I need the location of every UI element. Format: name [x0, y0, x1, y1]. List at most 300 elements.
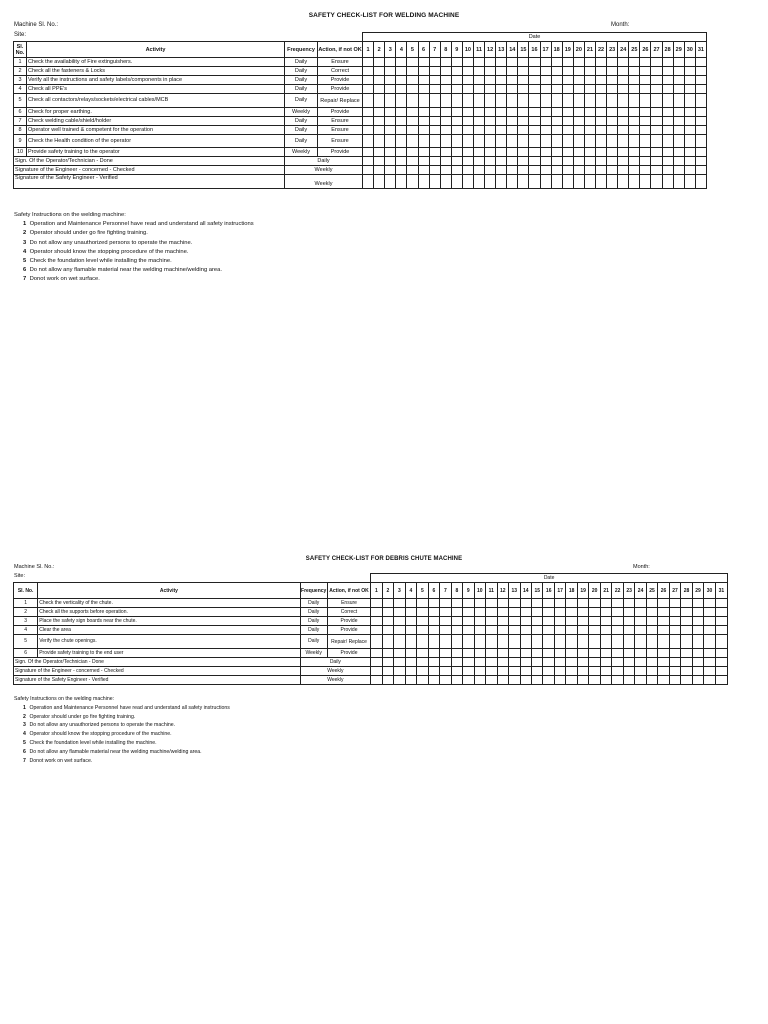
day-check-cell[interactable]: [417, 617, 428, 626]
day-check-cell[interactable]: [440, 126, 451, 135]
day-check-cell[interactable]: [474, 667, 485, 676]
day-check-cell[interactable]: [473, 126, 484, 135]
day-check-cell[interactable]: [531, 658, 542, 667]
day-check-cell[interactable]: [531, 635, 542, 649]
day-check-cell[interactable]: [692, 608, 703, 617]
day-check-cell[interactable]: [554, 676, 565, 685]
day-check-cell[interactable]: [551, 157, 562, 166]
day-check-cell[interactable]: [407, 85, 418, 94]
day-check-cell[interactable]: [662, 166, 673, 175]
day-check-cell[interactable]: [396, 148, 407, 157]
day-check-cell[interactable]: [371, 676, 382, 685]
day-check-cell[interactable]: [640, 85, 651, 94]
day-check-cell[interactable]: [440, 599, 451, 608]
day-check-cell[interactable]: [684, 58, 695, 67]
day-check-cell[interactable]: [543, 649, 554, 658]
day-check-cell[interactable]: [520, 626, 531, 635]
day-check-cell[interactable]: [607, 58, 618, 67]
day-check-cell[interactable]: [540, 94, 551, 108]
day-check-cell[interactable]: [518, 94, 529, 108]
day-check-cell[interactable]: [618, 58, 629, 67]
day-check-cell[interactable]: [507, 157, 518, 166]
day-check-cell[interactable]: [507, 67, 518, 76]
day-check-cell[interactable]: [385, 67, 396, 76]
day-check-cell[interactable]: [695, 148, 706, 157]
day-check-cell[interactable]: [635, 599, 646, 608]
day-check-cell[interactable]: [551, 148, 562, 157]
day-check-cell[interactable]: [473, 76, 484, 85]
day-check-cell[interactable]: [540, 157, 551, 166]
day-check-cell[interactable]: [562, 117, 573, 126]
day-check-cell[interactable]: [640, 157, 651, 166]
day-check-cell[interactable]: [485, 175, 496, 189]
day-check-cell[interactable]: [577, 599, 588, 608]
day-check-cell[interactable]: [485, 135, 496, 148]
day-check-cell[interactable]: [509, 617, 520, 626]
day-check-cell[interactable]: [418, 166, 429, 175]
day-check-cell[interactable]: [463, 667, 474, 676]
day-check-cell[interactable]: [573, 76, 584, 85]
day-check-cell[interactable]: [418, 135, 429, 148]
day-check-cell[interactable]: [662, 126, 673, 135]
day-check-cell[interactable]: [629, 175, 640, 189]
day-check-cell[interactable]: [440, 108, 451, 117]
day-check-cell[interactable]: [451, 608, 462, 617]
day-check-cell[interactable]: [566, 649, 577, 658]
day-check-cell[interactable]: [363, 85, 374, 94]
day-check-cell[interactable]: [382, 617, 393, 626]
day-check-cell[interactable]: [589, 617, 600, 626]
day-check-cell[interactable]: [394, 626, 405, 635]
day-check-cell[interactable]: [651, 58, 662, 67]
day-check-cell[interactable]: [640, 148, 651, 157]
day-check-cell[interactable]: [662, 135, 673, 148]
day-check-cell[interactable]: [374, 67, 385, 76]
day-check-cell[interactable]: [520, 635, 531, 649]
day-check-cell[interactable]: [474, 626, 485, 635]
day-check-cell[interactable]: [405, 608, 416, 617]
day-check-cell[interactable]: [429, 58, 440, 67]
day-check-cell[interactable]: [363, 117, 374, 126]
day-check-cell[interactable]: [562, 58, 573, 67]
day-check-cell[interactable]: [607, 126, 618, 135]
day-check-cell[interactable]: [405, 599, 416, 608]
day-check-cell[interactable]: [577, 676, 588, 685]
day-check-cell[interactable]: [486, 635, 497, 649]
day-check-cell[interactable]: [451, 626, 462, 635]
day-check-cell[interactable]: [418, 117, 429, 126]
day-check-cell[interactable]: [474, 599, 485, 608]
day-check-cell[interactable]: [669, 617, 680, 626]
day-check-cell[interactable]: [440, 676, 451, 685]
day-check-cell[interactable]: [607, 67, 618, 76]
day-check-cell[interactable]: [562, 108, 573, 117]
day-check-cell[interactable]: [658, 626, 669, 635]
day-check-cell[interactable]: [692, 658, 703, 667]
day-check-cell[interactable]: [651, 67, 662, 76]
day-check-cell[interactable]: [363, 166, 374, 175]
day-check-cell[interactable]: [509, 608, 520, 617]
day-check-cell[interactable]: [566, 626, 577, 635]
day-check-cell[interactable]: [396, 166, 407, 175]
day-check-cell[interactable]: [543, 599, 554, 608]
day-check-cell[interactable]: [473, 58, 484, 67]
day-check-cell[interactable]: [540, 135, 551, 148]
day-check-cell[interactable]: [554, 617, 565, 626]
day-check-cell[interactable]: [554, 658, 565, 667]
day-check-cell[interactable]: [429, 175, 440, 189]
day-check-cell[interactable]: [543, 617, 554, 626]
day-check-cell[interactable]: [600, 649, 611, 658]
day-check-cell[interactable]: [562, 67, 573, 76]
day-check-cell[interactable]: [371, 667, 382, 676]
day-check-cell[interactable]: [496, 94, 507, 108]
day-check-cell[interactable]: [485, 157, 496, 166]
day-check-cell[interactable]: [600, 626, 611, 635]
day-check-cell[interactable]: [651, 157, 662, 166]
day-check-cell[interactable]: [531, 676, 542, 685]
day-check-cell[interactable]: [363, 148, 374, 157]
day-check-cell[interactable]: [529, 175, 540, 189]
day-check-cell[interactable]: [374, 117, 385, 126]
day-check-cell[interactable]: [584, 67, 595, 76]
day-check-cell[interactable]: [509, 635, 520, 649]
day-check-cell[interactable]: [596, 135, 607, 148]
day-check-cell[interactable]: [451, 175, 462, 189]
day-check-cell[interactable]: [635, 649, 646, 658]
day-check-cell[interactable]: [531, 599, 542, 608]
day-check-cell[interactable]: [673, 58, 684, 67]
day-check-cell[interactable]: [554, 599, 565, 608]
day-check-cell[interactable]: [451, 649, 462, 658]
day-check-cell[interactable]: [681, 649, 692, 658]
day-check-cell[interactable]: [396, 135, 407, 148]
day-check-cell[interactable]: [584, 94, 595, 108]
day-check-cell[interactable]: [473, 148, 484, 157]
day-check-cell[interactable]: [673, 126, 684, 135]
day-check-cell[interactable]: [374, 175, 385, 189]
day-check-cell[interactable]: [529, 76, 540, 85]
day-check-cell[interactable]: [394, 599, 405, 608]
day-check-cell[interactable]: [486, 599, 497, 608]
day-check-cell[interactable]: [485, 85, 496, 94]
day-check-cell[interactable]: [566, 617, 577, 626]
day-check-cell[interactable]: [396, 67, 407, 76]
day-check-cell[interactable]: [486, 649, 497, 658]
day-check-cell[interactable]: [497, 626, 508, 635]
day-check-cell[interactable]: [673, 148, 684, 157]
day-check-cell[interactable]: [407, 108, 418, 117]
day-check-cell[interactable]: [607, 166, 618, 175]
day-check-cell[interactable]: [518, 85, 529, 94]
day-check-cell[interactable]: [486, 608, 497, 617]
day-check-cell[interactable]: [646, 599, 657, 608]
day-check-cell[interactable]: [518, 148, 529, 157]
day-check-cell[interactable]: [405, 635, 416, 649]
day-check-cell[interactable]: [407, 117, 418, 126]
day-check-cell[interactable]: [669, 608, 680, 617]
day-check-cell[interactable]: [573, 175, 584, 189]
day-check-cell[interactable]: [684, 157, 695, 166]
day-check-cell[interactable]: [562, 166, 573, 175]
day-check-cell[interactable]: [451, 76, 462, 85]
day-check-cell[interactable]: [496, 67, 507, 76]
day-check-cell[interactable]: [551, 94, 562, 108]
day-check-cell[interactable]: [607, 108, 618, 117]
day-check-cell[interactable]: [497, 617, 508, 626]
day-check-cell[interactable]: [618, 148, 629, 157]
day-check-cell[interactable]: [394, 617, 405, 626]
day-check-cell[interactable]: [474, 649, 485, 658]
day-check-cell[interactable]: [440, 608, 451, 617]
day-check-cell[interactable]: [635, 626, 646, 635]
day-check-cell[interactable]: [451, 108, 462, 117]
day-check-cell[interactable]: [692, 599, 703, 608]
day-check-cell[interactable]: [584, 175, 595, 189]
day-check-cell[interactable]: [623, 667, 634, 676]
day-check-cell[interactable]: [612, 608, 623, 617]
day-check-cell[interactable]: [385, 85, 396, 94]
day-check-cell[interactable]: [394, 635, 405, 649]
day-check-cell[interactable]: [463, 658, 474, 667]
day-check-cell[interactable]: [551, 67, 562, 76]
day-check-cell[interactable]: [529, 166, 540, 175]
day-check-cell[interactable]: [385, 175, 396, 189]
day-check-cell[interactable]: [496, 135, 507, 148]
day-check-cell[interactable]: [673, 85, 684, 94]
day-check-cell[interactable]: [473, 117, 484, 126]
day-check-cell[interactable]: [496, 166, 507, 175]
day-check-cell[interactable]: [596, 67, 607, 76]
day-check-cell[interactable]: [551, 85, 562, 94]
day-check-cell[interactable]: [629, 135, 640, 148]
day-check-cell[interactable]: [405, 667, 416, 676]
day-check-cell[interactable]: [573, 94, 584, 108]
day-check-cell[interactable]: [551, 135, 562, 148]
day-check-cell[interactable]: [363, 58, 374, 67]
day-check-cell[interactable]: [451, 617, 462, 626]
day-check-cell[interactable]: [589, 608, 600, 617]
day-check-cell[interactable]: [382, 649, 393, 658]
day-check-cell[interactable]: [497, 608, 508, 617]
day-check-cell[interactable]: [407, 166, 418, 175]
day-check-cell[interactable]: [540, 76, 551, 85]
day-check-cell[interactable]: [673, 157, 684, 166]
day-check-cell[interactable]: [596, 85, 607, 94]
day-check-cell[interactable]: [684, 135, 695, 148]
day-check-cell[interactable]: [529, 148, 540, 157]
day-check-cell[interactable]: [635, 608, 646, 617]
day-check-cell[interactable]: [486, 676, 497, 685]
day-check-cell[interactable]: [562, 175, 573, 189]
day-check-cell[interactable]: [673, 76, 684, 85]
day-check-cell[interactable]: [577, 658, 588, 667]
day-check-cell[interactable]: [418, 58, 429, 67]
day-check-cell[interactable]: [363, 175, 374, 189]
day-check-cell[interactable]: [715, 658, 727, 667]
day-check-cell[interactable]: [684, 67, 695, 76]
day-check-cell[interactable]: [573, 117, 584, 126]
day-check-cell[interactable]: [363, 67, 374, 76]
day-check-cell[interactable]: [407, 58, 418, 67]
day-check-cell[interactable]: [662, 148, 673, 157]
day-check-cell[interactable]: [407, 94, 418, 108]
day-check-cell[interactable]: [573, 108, 584, 117]
day-check-cell[interactable]: [695, 85, 706, 94]
day-check-cell[interactable]: [684, 85, 695, 94]
day-check-cell[interactable]: [612, 676, 623, 685]
day-check-cell[interactable]: [382, 658, 393, 667]
day-check-cell[interactable]: [607, 148, 618, 157]
day-check-cell[interactable]: [658, 617, 669, 626]
day-check-cell[interactable]: [518, 117, 529, 126]
day-check-cell[interactable]: [520, 649, 531, 658]
day-check-cell[interactable]: [692, 617, 703, 626]
day-check-cell[interactable]: [662, 94, 673, 108]
day-check-cell[interactable]: [407, 175, 418, 189]
day-check-cell[interactable]: [562, 85, 573, 94]
day-check-cell[interactable]: [618, 157, 629, 166]
day-check-cell[interactable]: [573, 67, 584, 76]
day-check-cell[interactable]: [497, 599, 508, 608]
day-check-cell[interactable]: [658, 658, 669, 667]
day-check-cell[interactable]: [463, 649, 474, 658]
day-check-cell[interactable]: [618, 76, 629, 85]
day-check-cell[interactable]: [658, 608, 669, 617]
day-check-cell[interactable]: [418, 85, 429, 94]
day-check-cell[interactable]: [529, 85, 540, 94]
day-check-cell[interactable]: [462, 108, 473, 117]
day-check-cell[interactable]: [704, 626, 715, 635]
day-check-cell[interactable]: [692, 626, 703, 635]
day-check-cell[interactable]: [640, 67, 651, 76]
day-check-cell[interactable]: [607, 85, 618, 94]
day-check-cell[interactable]: [695, 108, 706, 117]
day-check-cell[interactable]: [623, 649, 634, 658]
day-check-cell[interactable]: [451, 94, 462, 108]
day-check-cell[interactable]: [662, 85, 673, 94]
day-check-cell[interactable]: [462, 166, 473, 175]
day-check-cell[interactable]: [566, 635, 577, 649]
day-check-cell[interactable]: [704, 635, 715, 649]
day-check-cell[interactable]: [673, 175, 684, 189]
day-check-cell[interactable]: [623, 599, 634, 608]
day-check-cell[interactable]: [607, 117, 618, 126]
day-check-cell[interactable]: [385, 135, 396, 148]
day-check-cell[interactable]: [562, 135, 573, 148]
day-check-cell[interactable]: [584, 58, 595, 67]
day-check-cell[interactable]: [474, 676, 485, 685]
day-check-cell[interactable]: [407, 67, 418, 76]
day-check-cell[interactable]: [497, 658, 508, 667]
day-check-cell[interactable]: [651, 117, 662, 126]
day-check-cell[interactable]: [684, 166, 695, 175]
day-check-cell[interactable]: [429, 94, 440, 108]
day-check-cell[interactable]: [646, 658, 657, 667]
day-check-cell[interactable]: [566, 667, 577, 676]
day-check-cell[interactable]: [496, 58, 507, 67]
day-check-cell[interactable]: [577, 635, 588, 649]
day-check-cell[interactable]: [566, 676, 577, 685]
day-check-cell[interactable]: [681, 667, 692, 676]
day-check-cell[interactable]: [518, 135, 529, 148]
day-check-cell[interactable]: [629, 126, 640, 135]
day-check-cell[interactable]: [518, 157, 529, 166]
day-check-cell[interactable]: [520, 667, 531, 676]
day-check-cell[interactable]: [577, 617, 588, 626]
day-check-cell[interactable]: [451, 599, 462, 608]
day-check-cell[interactable]: [473, 67, 484, 76]
day-check-cell[interactable]: [618, 126, 629, 135]
day-check-cell[interactable]: [607, 76, 618, 85]
day-check-cell[interactable]: [473, 175, 484, 189]
day-check-cell[interactable]: [440, 135, 451, 148]
day-check-cell[interactable]: [607, 157, 618, 166]
day-check-cell[interactable]: [640, 108, 651, 117]
day-check-cell[interactable]: [562, 94, 573, 108]
day-check-cell[interactable]: [629, 166, 640, 175]
day-check-cell[interactable]: [673, 67, 684, 76]
day-check-cell[interactable]: [440, 649, 451, 658]
day-check-cell[interactable]: [496, 157, 507, 166]
day-check-cell[interactable]: [385, 126, 396, 135]
day-check-cell[interactable]: [681, 658, 692, 667]
day-check-cell[interactable]: [473, 85, 484, 94]
day-check-cell[interactable]: [440, 635, 451, 649]
day-check-cell[interactable]: [428, 667, 439, 676]
day-check-cell[interactable]: [623, 617, 634, 626]
day-check-cell[interactable]: [715, 617, 727, 626]
day-check-cell[interactable]: [551, 117, 562, 126]
day-check-cell[interactable]: [658, 635, 669, 649]
day-check-cell[interactable]: [405, 617, 416, 626]
day-check-cell[interactable]: [507, 58, 518, 67]
day-check-cell[interactable]: [451, 157, 462, 166]
day-check-cell[interactable]: [540, 175, 551, 189]
day-check-cell[interactable]: [646, 617, 657, 626]
day-check-cell[interactable]: [658, 649, 669, 658]
day-check-cell[interactable]: [673, 166, 684, 175]
day-check-cell[interactable]: [684, 108, 695, 117]
day-check-cell[interactable]: [396, 157, 407, 166]
day-check-cell[interactable]: [573, 166, 584, 175]
day-check-cell[interactable]: [440, 667, 451, 676]
day-check-cell[interactable]: [463, 635, 474, 649]
day-check-cell[interactable]: [596, 76, 607, 85]
day-check-cell[interactable]: [496, 148, 507, 157]
day-check-cell[interactable]: [451, 658, 462, 667]
day-check-cell[interactable]: [451, 58, 462, 67]
day-check-cell[interactable]: [520, 617, 531, 626]
day-check-cell[interactable]: [440, 626, 451, 635]
day-check-cell[interactable]: [681, 617, 692, 626]
day-check-cell[interactable]: [529, 67, 540, 76]
day-check-cell[interactable]: [417, 649, 428, 658]
day-check-cell[interactable]: [394, 649, 405, 658]
day-check-cell[interactable]: [473, 135, 484, 148]
day-check-cell[interactable]: [596, 157, 607, 166]
day-check-cell[interactable]: [531, 608, 542, 617]
day-check-cell[interactable]: [462, 58, 473, 67]
day-check-cell[interactable]: [473, 94, 484, 108]
day-check-cell[interactable]: [428, 635, 439, 649]
day-check-cell[interactable]: [669, 599, 680, 608]
day-check-cell[interactable]: [629, 85, 640, 94]
day-check-cell[interactable]: [363, 126, 374, 135]
day-check-cell[interactable]: [629, 94, 640, 108]
day-check-cell[interactable]: [629, 108, 640, 117]
day-check-cell[interactable]: [540, 108, 551, 117]
